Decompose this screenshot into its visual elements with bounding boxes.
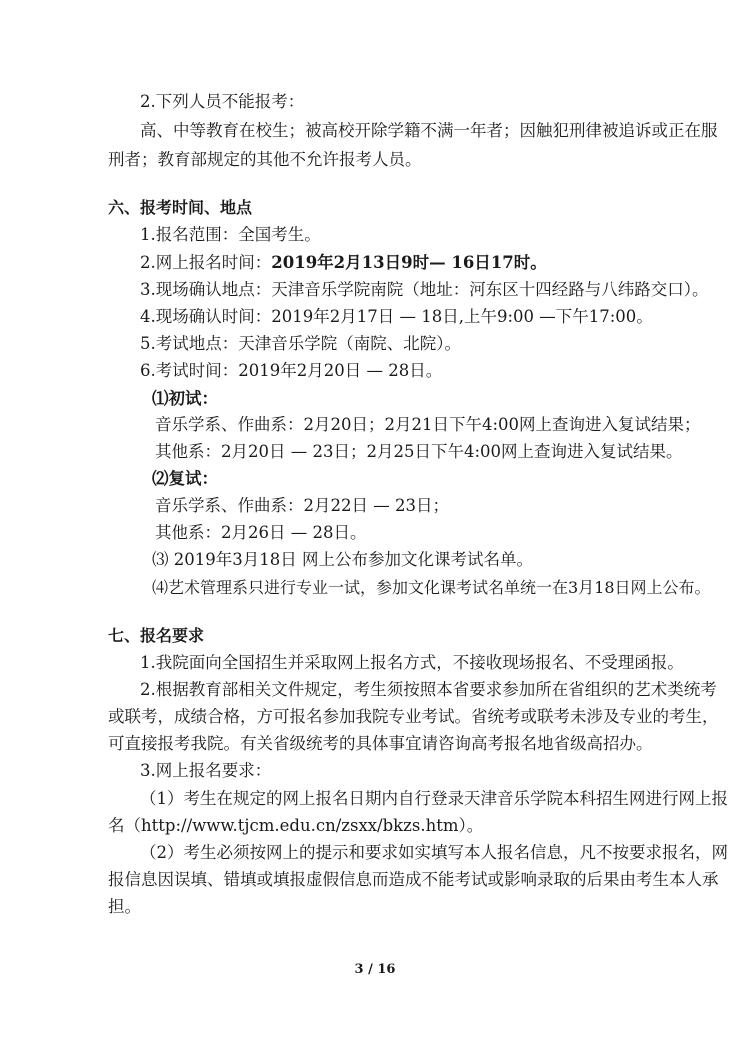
s7-req-2-line3: 担。 bbox=[108, 897, 141, 916]
s6-retest-title: ⑵复试： bbox=[152, 469, 218, 488]
s7-req-2-line2: 报信息因误填、错填或填报虚假信息而造成不能考试或影响录取的后果由考生本人承 bbox=[108, 870, 719, 889]
s6-retest-line2: 其他系：2月26日 — 28日。 bbox=[155, 523, 367, 542]
s6-preliminary-title: ⑴初试： bbox=[152, 389, 218, 408]
section-6-heading: 六、报考时间、地点 bbox=[108, 198, 253, 217]
s6-item-2-label: 2.网上报名时间： bbox=[140, 253, 272, 272]
s6-item-5: 5.考试地点：天津音乐学院（南院、北院）。 bbox=[140, 334, 461, 353]
page-number: 3 / 16 bbox=[354, 962, 396, 977]
s7-item-2-line3: 可直接报考我院。有关省级统考的具体事宜请咨询高考报名地省级高招办。 bbox=[108, 734, 653, 753]
s5-item-2-body-line1: 高、中等教育在校生；被高校开除学籍不满一年者；因触犯刑律被追诉或正在服 bbox=[140, 121, 718, 140]
s7-req-1-line1: （1）考生在规定的网上报名日期内自行登录天津音乐学院本科招生网进行网上报 bbox=[140, 789, 728, 808]
section-7-heading: 七、报名要求 bbox=[108, 626, 205, 645]
s5-item-2: 2.下列人员不能报考： bbox=[140, 92, 305, 111]
s6-item-4: 4.现场确认时间：2019年2月17日 — 18日,上午9:00 —下午17:00。 bbox=[140, 307, 653, 326]
s6-culture-list: ⑶ 2019年3月18日 网上公布参加文化课考试名单。 bbox=[152, 550, 533, 569]
s6-preliminary-line1: 音乐学系、作曲系：2月20日；2月21日下午4:00网上查询进入复试结果； bbox=[155, 415, 701, 434]
s7-req-1-line2: 名（http://www.tjcm.edu.cn/zsxx/bkzs.htm）。 bbox=[108, 816, 484, 835]
s7-item-2-line2: 或联考，成绩合格，方可报名参加我院专业考试。省统考或联考未涉及专业的考生， bbox=[108, 707, 719, 726]
s6-retest-line1: 音乐学系、作曲系：2月22日 — 23日； bbox=[155, 496, 449, 515]
s6-item-2-value: 2019年2月13日9时— 16日17时。 bbox=[271, 253, 547, 272]
s5-item-2-body-line2: 刑者；教育部规定的其他不允许报考人员。 bbox=[108, 150, 422, 169]
s6-item-2 bbox=[140, 253, 547, 273]
s6-item-6: 6.考试时间：2019年2月20日 — 28日。 bbox=[140, 361, 443, 380]
s6-preliminary-line2: 其他系：2月20日 — 23日；2月25日下午4:00网上查询进入复试结果。 bbox=[155, 442, 683, 461]
s6-item-3: 3.现场确认地点：天津音乐学院南院（地址：河东区十四经路与八纬路交口）。 bbox=[140, 280, 709, 299]
s7-item-2-line1: 2.根据教育部相关文件规定，考生须按照本省要求参加所在省组织的艺术类统考 bbox=[140, 680, 717, 699]
s6-item-1: 1.报名范围：全国考生。 bbox=[140, 225, 321, 244]
s6-art-management: ⑷艺术管理系只进行专业一试，参加文化课考试名单统一在3月18日网上公布。 bbox=[152, 578, 711, 597]
s7-item-1: 1.我院面向全国招生并采取网上报名方式，不接收现场报名、不受理函报。 bbox=[140, 653, 684, 672]
s7-item-3: 3.网上报名要求： bbox=[140, 761, 272, 780]
s7-req-2-line1: （2）考生必须按网上的提示和要求如实填写本人报名信息，凡不按要求报名，网 bbox=[140, 843, 728, 862]
